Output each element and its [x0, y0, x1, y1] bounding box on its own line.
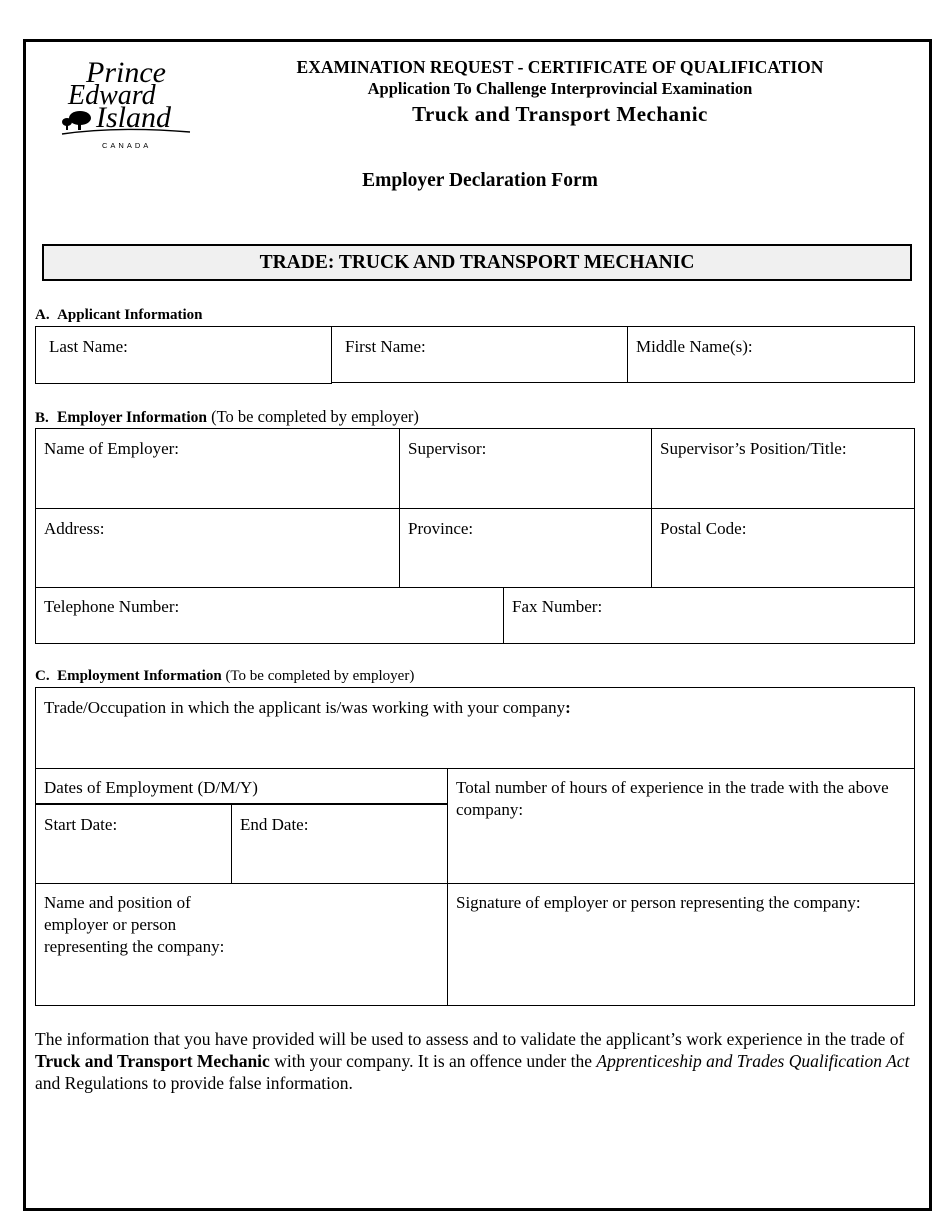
- trade-banner: TRADE: TRUCK AND TRANSPORT MECHANIC: [42, 244, 912, 281]
- trade-heading: Truck and Transport Mechanic: [412, 102, 708, 126]
- start-date-field[interactable]: [35, 803, 232, 884]
- declaration-trade: Truck and Transport Mechanic: [35, 1051, 270, 1071]
- declaration-part-3: and Regulations to provide false information.: [35, 1073, 353, 1093]
- first-name-label: First Name:: [345, 337, 426, 356]
- section-b-note: (To be completed by employer): [207, 407, 419, 426]
- last-name-label: Last Name:: [49, 337, 128, 356]
- province-field[interactable]: [399, 508, 652, 588]
- middle-names-field[interactable]: [627, 326, 915, 383]
- fax-field[interactable]: [503, 587, 915, 644]
- pei-logo-graphic: [58, 52, 198, 152]
- start-date-label: Start Date:: [44, 815, 118, 834]
- first-name-field[interactable]: [331, 326, 628, 383]
- supervisor-title-label: Supervisor’s Position/Title:: [660, 439, 847, 458]
- end-date-field[interactable]: [231, 803, 448, 884]
- trade-occupation-colon: :: [565, 698, 571, 717]
- section-a-heading: [35, 307, 203, 324]
- supervisor-field[interactable]: [399, 428, 652, 509]
- address-label: Address:: [44, 519, 105, 538]
- section-c-note: (To be completed by employer): [221, 668, 415, 684]
- section-c-title: Employment Information: [57, 668, 222, 684]
- employer-name-field[interactable]: [35, 428, 400, 509]
- middle-names-label: Middle Name(s):: [636, 337, 753, 356]
- logo-line-3: Island: [96, 101, 171, 134]
- supervisor-label: Supervisor:: [408, 439, 487, 458]
- signature-label: Signature of employer or person representing the company:: [456, 893, 861, 912]
- declaration-paragraph: [35, 1028, 915, 1094]
- section-c-heading: [35, 668, 414, 685]
- section-a-title: Applicant Information: [57, 307, 203, 323]
- representative-name-field[interactable]: [35, 883, 448, 1006]
- logo-line-1: Prince: [86, 56, 166, 89]
- telephone-field[interactable]: [35, 587, 504, 644]
- logo-line-2: Edward: [68, 80, 156, 111]
- declaration-part-1: The information that you have provided will be used to assess and to validate the applicant’s work experience in the trade of: [35, 1029, 905, 1049]
- exam-request-title: EXAMINATION REQUEST - CERTIFICATE OF QUALIFICATION: [296, 57, 824, 77]
- dates-of-employment-label: Dates of Employment (D/M/Y): [44, 778, 258, 797]
- total-hours-field[interactable]: [447, 768, 915, 884]
- section-b-title: Employer Information: [57, 409, 207, 426]
- postal-code-field[interactable]: [651, 508, 915, 588]
- pei-logo: [58, 52, 198, 152]
- section-b-letter: B.: [35, 410, 49, 426]
- section-c-letter: C.: [35, 668, 50, 684]
- representative-name-label: Name and position of employer or person representing the company:: [44, 893, 225, 956]
- supervisor-title-field[interactable]: [651, 428, 915, 509]
- last-name-field[interactable]: [35, 326, 332, 384]
- section-a-letter: A.: [35, 307, 50, 323]
- signature-field[interactable]: [447, 883, 915, 1006]
- declaration-part-2: with your company. It is an offence under the: [269, 1051, 597, 1071]
- end-date-label: End Date:: [240, 815, 309, 834]
- province-label: Province:: [408, 519, 474, 538]
- address-field[interactable]: [35, 508, 400, 588]
- tree-icon: [62, 111, 91, 130]
- dates-of-employment-header: [35, 768, 448, 805]
- postal-code-label: Postal Code:: [660, 519, 747, 538]
- form-title: Employer Declaration Form: [362, 170, 598, 191]
- exam-request-subtitle: Application To Challenge Interprovincial Examination: [367, 79, 753, 98]
- logo-country: CANADA: [102, 141, 152, 150]
- employer-name-label: Name of Employer:: [44, 439, 180, 458]
- total-hours-label: Total number of hours of experience in the trade with the above company:: [456, 778, 889, 819]
- declaration-act: Apprenticeship and Trades Qualification Act: [596, 1051, 910, 1071]
- trade-occupation-label: Trade/Occupation in which the applicant is/was working with your company: [44, 698, 566, 717]
- section-b-heading: [35, 407, 419, 427]
- telephone-label: Telephone Number:: [44, 597, 180, 616]
- trade-occupation-field[interactable]: [35, 687, 915, 769]
- fax-label: Fax Number:: [512, 597, 603, 616]
